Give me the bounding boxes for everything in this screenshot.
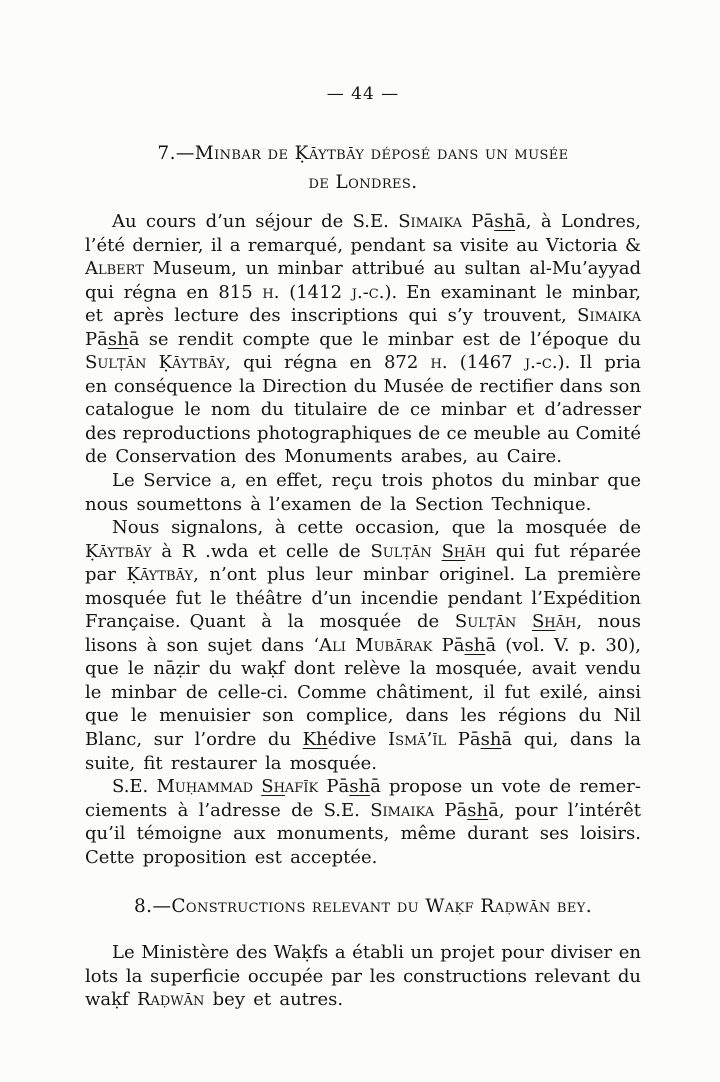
- section-8-body: [85, 941, 641, 1012]
- text-line: lisons à son sujet dans ‘Ali Mubārak Pāshā (vol. V. p. 30),: [85, 634, 641, 656]
- text-line: que le menuisier son complice, dans les régions du Nil: [85, 705, 641, 727]
- text-line: qui régna en 815 h. (1412 j.-c.). En examinant le minbar,: [85, 281, 642, 303]
- text-line: de Conservation des Monuments arabes, au Caire.: [85, 446, 562, 468]
- text-line: suite, fit restaurer la mosquée.: [85, 752, 378, 774]
- text-line: catalogue le nom du titulaire de ce minbar et d’adresser: [85, 399, 641, 421]
- text-line: et après lecture des inscriptions qui s’y trouvent, Simaika: [85, 305, 641, 327]
- text-segment: Simaika: [370, 799, 435, 821]
- text-segment: sh: [467, 799, 489, 821]
- text-segment: Ḳāytbāy: [126, 564, 194, 586]
- text-line: 8.—Constructions relevant du Waḳf Raḍwān bey.: [134, 896, 592, 917]
- text-segment: Sh: [441, 540, 466, 562]
- text-segment: Sh: [531, 611, 556, 633]
- text-line: Blanc, sur l’ordre du Khédive Ismā’īl Pāshā qui, dans la: [85, 729, 641, 751]
- text-segment: c: [541, 352, 552, 374]
- text-line: qu’il témoigne aux monuments, même durant ses loisirs.: [85, 823, 641, 845]
- section-7-body: [85, 210, 641, 869]
- section-8-heading: [85, 892, 641, 921]
- text-line: Sulṭān Ḳāytbāy, qui régna en 872 h. (1467 j.-c.). Il pria: [85, 352, 641, 374]
- text-line: que le nāẓir du waḳf dont relève la mosquée, avait vendu: [85, 658, 641, 680]
- text-segment: Constructions relevant du Waḳf Raḍwān bey.: [171, 896, 592, 917]
- text-line: en conséquence la Direction du Musée de rectifier dans son: [85, 375, 641, 397]
- text-segment: sh: [107, 328, 129, 350]
- text-segment: Sulṭān Ḳāytbāy: [85, 352, 226, 374]
- text-segment: āh: [555, 611, 577, 633]
- text-segment: c: [368, 281, 379, 303]
- text-segment: sh: [464, 634, 486, 656]
- text-segment: Albert: [85, 258, 144, 280]
- text-line: des reproductions photographiques de ce meuble au Comité: [85, 422, 641, 444]
- text-line: 7.—Minbar de Ḳāytbāy déposé dans un musée: [157, 143, 569, 164]
- text-segment: Simaika: [577, 305, 641, 327]
- text-line: S.E. Muḥammad Shafīk Pāshā propose un vote de remer-: [112, 776, 641, 798]
- text-line: [85, 168, 641, 197]
- text-segment: afīk: [284, 776, 319, 798]
- section-7-heading: [85, 139, 641, 197]
- text-segment: h: [430, 352, 442, 374]
- text-line: ciements à l’adresse de S.E. Simaika Pāshā, pour l’intérêt: [85, 799, 641, 821]
- text-line: par Ḳāytbāy, n’ont plus leur minbar originel. La première: [85, 564, 641, 586]
- text-segment: āh: [465, 540, 486, 562]
- text-line: Le Ministère des Waḳfs a établi un projet pour diviser en: [112, 942, 641, 963]
- text-line: nous soumettons à l’examen de la Section Technique.: [85, 493, 592, 515]
- text-segment: Ali Mubārak: [319, 634, 433, 656]
- text-segment: sh: [494, 211, 516, 232]
- text-segment: Sulṭān: [454, 611, 532, 633]
- text-line: Albert Museum, un minbar attribué au sultan al-Mu’ayyad: [85, 258, 641, 280]
- text-line: Française. Quant à la mosquée de Sulṭān Shāh, nous: [85, 611, 642, 633]
- text-line: l’été dernier, il a remarqué, pendant sa visite au Victoria &: [85, 234, 641, 256]
- text-line: Cette proposition est acceptée.: [85, 846, 378, 868]
- text-line: Au cours d’un séjour de S.E. Simaika Pāshā, à Londres,: [112, 211, 641, 232]
- text-segment: sh: [480, 729, 502, 751]
- text-segment: Sulṭān: [370, 540, 442, 562]
- text-segment: de Londres.: [308, 172, 418, 193]
- text-segment: Ismā’īl: [387, 729, 447, 751]
- text-segment: Sh: [261, 776, 285, 798]
- text-line: lots la superficie occupée par les constructions relevant du: [85, 965, 641, 987]
- text-segment: Ḳāytbāy: [85, 540, 152, 562]
- text-segment: Raḍwān: [136, 989, 205, 1011]
- text-segment: Muḥammad: [156, 776, 262, 798]
- text-line: mosquée fut le théâtre d’un incendie pendant l’Expédition: [85, 587, 641, 609]
- text-line: Ḳāytbāy à R .wda et celle de Sulṭān Shāh qui fut réparée: [85, 540, 641, 562]
- text-segment: Minbar de Ḳāytbāy déposé dans un musée: [194, 143, 569, 164]
- text-segment: Simaika: [398, 211, 463, 232]
- text-segment: sh: [349, 776, 371, 798]
- text-line: Nous signalons, à cette occasion, que la mosquée de: [112, 517, 641, 539]
- text-segment: Kh: [302, 729, 328, 751]
- text-segment: h: [262, 281, 274, 303]
- text-line: Le Service a, en effet, reçu trois photos du minbar que: [112, 470, 641, 492]
- text-line: Pāshā se rendit compte que le minbar est de l’époque du: [85, 328, 641, 350]
- text-line: waḳf Raḍwān bey et autres.: [85, 989, 344, 1011]
- page-number: — 44 —: [326, 84, 400, 104]
- text-segment: j: [351, 281, 357, 303]
- text-line: le minbar de celle-ci. Comme châtiment, il fut exilé, ainsi: [85, 681, 641, 703]
- text-segment: j: [524, 352, 531, 374]
